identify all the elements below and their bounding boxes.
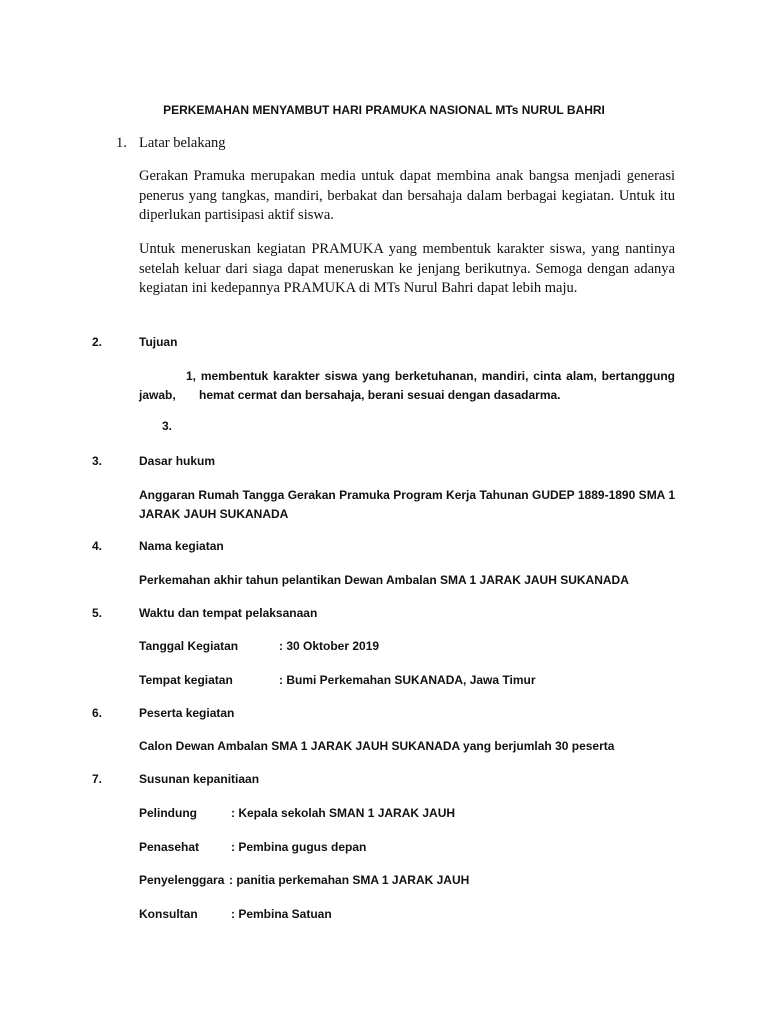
section-5-number: 5. — [92, 606, 103, 620]
section-5-row-label: Tanggal Kegiatan — [139, 639, 239, 653]
section-2-item-3: 3. — [162, 419, 173, 433]
section-2-number: 2. — [92, 335, 103, 349]
section-7-row-label: Pelindung — [139, 806, 197, 820]
section-5-heading: Waktu dan tempat pelaksanaan — [139, 606, 318, 620]
section-7-row-value: : Kepala sekolah SMAN 1 JARAK JAUH — [231, 806, 456, 820]
section-7-row-label: Penyelenggara — [139, 873, 225, 887]
section-1-paragraph-2: Untuk meneruskan kegiatan PRAMUKA yang membentuk karakter siswa, yang nantinya setelah keluar dari siaga dapat meneruskan ke jenjang berikutnya. Semoga dengan adanya kegiatan ini kedepannya PRAMUKA di MTs Nurul Bahri dapat lebih maju. — [139, 241, 675, 296]
section-7-row-label: Penasehat — [139, 840, 200, 854]
section-5-row-value: : 30 Oktober 2019 — [279, 639, 380, 653]
section-6-number: 6. — [92, 706, 103, 720]
section-4-text: Perkemahan akhir tahun pelantikan Dewan Ambalan SMA 1 JARAK JAUH SUKANADA — [139, 573, 629, 587]
section-4-heading: Nama kegiatan — [139, 539, 224, 553]
section-7-row-value: : panitia perkemahan SMA 1 JARAK JAUH — [229, 873, 470, 887]
section-7-number: 7. — [92, 772, 103, 786]
section-3-heading: Dasar hukum — [139, 454, 216, 468]
section-7-row-value: : Pembina Satuan — [231, 907, 332, 921]
document-title: PERKEMAHAN MENYAMBUT HARI PRAMUKA NASIONAL MTs NURUL BAHRI — [163, 103, 605, 117]
section-5-row-label: Tempat kegiatan — [139, 673, 233, 687]
section-1-paragraph-1: Gerakan Pramuka merupakan media untuk dapat membina anak bangsa menjadi generasi penerus yang tangkas, mandiri, berbakat dan bersahaja dalam berbagai kegiatan. Untuk itu diperlukan partisipasi aktif siswa. — [139, 168, 675, 223]
section-1-heading: Latar belakang — [139, 135, 226, 151]
section-6-text: Calon Dewan Ambalan SMA 1 JARAK JAUH SUKANADA yang berjumlah 30 peserta — [139, 739, 615, 753]
section-3-number: 3. — [92, 454, 103, 468]
section-3-text: Anggaran Rumah Tangga Gerakan Pramuka Program Kerja Tahunan GUDEP 1889-1890 SMA 1 JARAK JAUH SUKANADA — [139, 488, 675, 521]
section-1-number: 1. — [116, 135, 127, 151]
section-5-row-value: : Bumi Perkemahan SUKANADA, Jawa Timur — [279, 673, 536, 687]
section-4-number: 4. — [92, 539, 103, 553]
section-2-item-1: 1, membentuk karakter siswa yang berketuhanan, mandiri, cinta alam, bertanggung jawab, hemat cermat dan bersahaja, berani sesuai dengan dasadarma. — [139, 369, 679, 402]
section-7-row-label: Konsultan — [139, 907, 198, 921]
section-7-heading: Susunan kepanitiaan — [139, 772, 260, 786]
section-2-heading: Tujuan — [139, 335, 178, 349]
section-6-heading: Peserta kegiatan — [139, 706, 235, 720]
section-7-row-value: : Pembina gugus depan — [231, 840, 367, 854]
